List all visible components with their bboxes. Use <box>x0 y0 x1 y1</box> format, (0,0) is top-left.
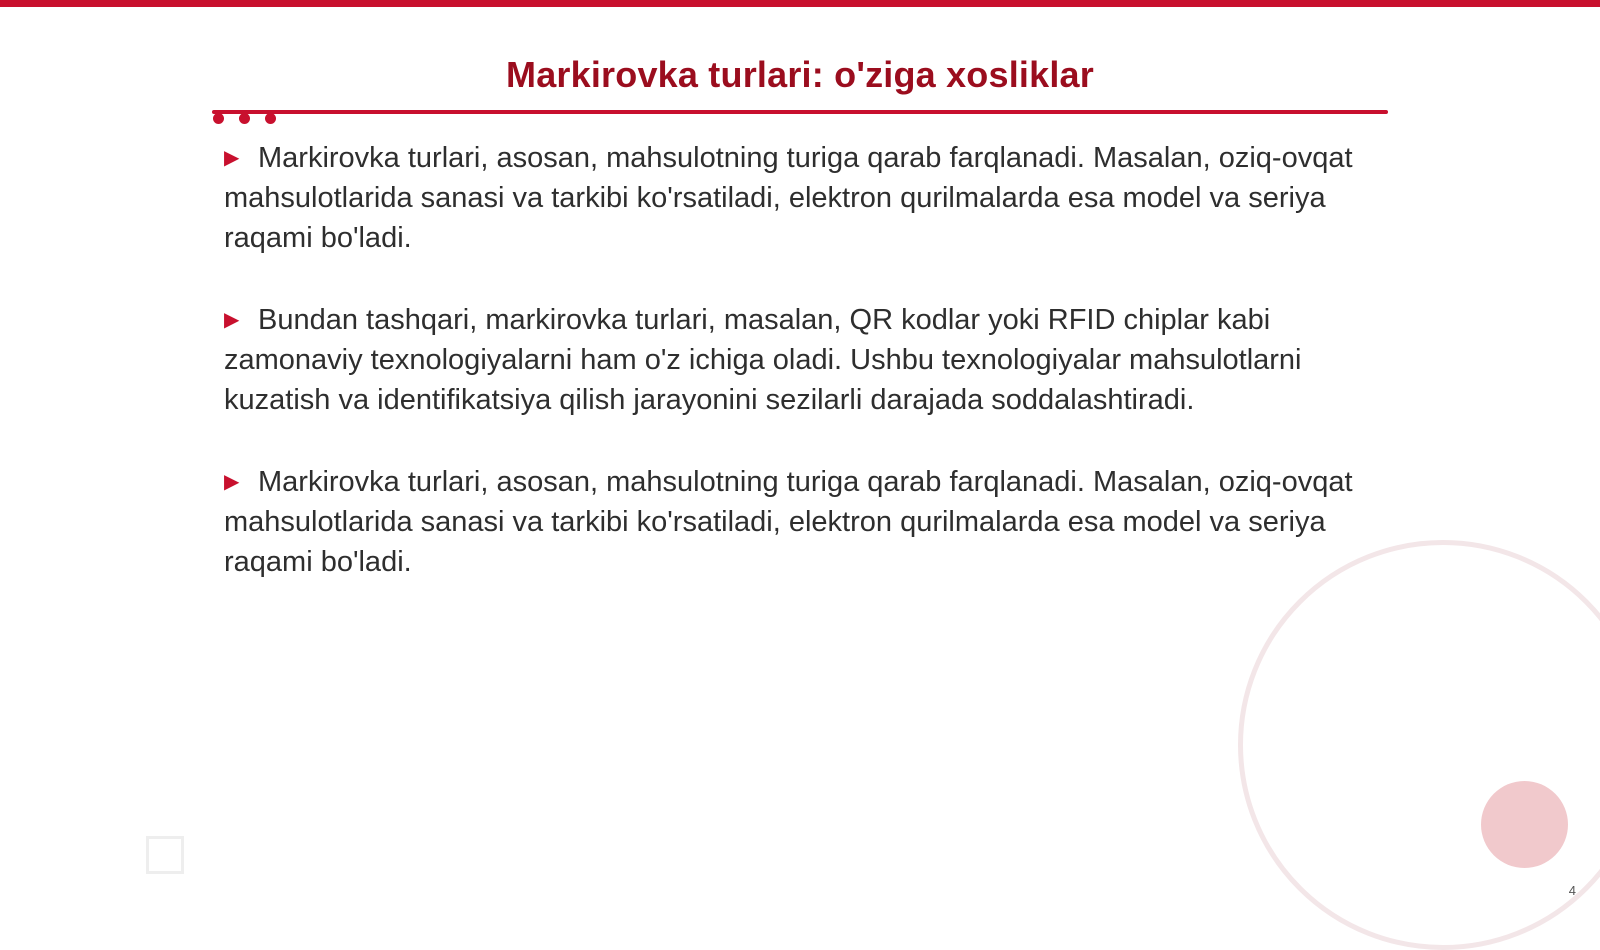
bullet-arrow-icon: ▶ <box>224 471 240 493</box>
page-number: 4 <box>1568 883 1576 898</box>
bullet-item <box>224 138 1374 258</box>
bullet-item <box>224 300 1374 420</box>
decorative-circle <box>1481 781 1568 868</box>
bullet-text: Bundan tashqari, markirovka turlari, masalan, QR kodlar yoki RFID chiplar kabi zamonaviy texnologiyalarni ham o'z ichiga oladi. Ushbu texnologiyalar mahsulotlarni kuzatish va identifikatsiya qilish jarayonini sezilarli darajada soddalashtiradi. <box>224 304 1302 416</box>
bullet-arrow-icon: ▶ <box>224 309 240 331</box>
bullet-text: Markirovka turlari, asosan, mahsulotning turiga qarab farqlanadi. Masalan, oziq-ovqat mahsulotlarida sanasi va tarkibi ko'rsatiladi, elektron qurilmalarda esa model va seriya raqami bo'ladi. <box>224 142 1353 254</box>
bullet-arrow-icon: ▶ <box>224 147 240 169</box>
decorative-square <box>146 836 184 874</box>
bullet-item <box>224 462 1374 582</box>
bullet-text: Markirovka turlari, asosan, mahsulotning turiga qarab farqlanadi. Masalan, oziq-ovqat mahsulotlarida sanasi va tarkibi ko'rsatiladi, elektron qurilmalarda esa model va seriya raqami bo'ladi. <box>224 466 1353 578</box>
decorative-dot <box>265 113 276 124</box>
slide-title: Markirovka turlari: o'ziga xosliklar <box>506 54 1094 95</box>
title-underline <box>212 110 1388 114</box>
slide-content <box>224 138 1374 624</box>
decorative-dot <box>239 113 250 124</box>
decorative-dot <box>213 113 224 124</box>
top-accent-bar <box>0 0 1600 7</box>
